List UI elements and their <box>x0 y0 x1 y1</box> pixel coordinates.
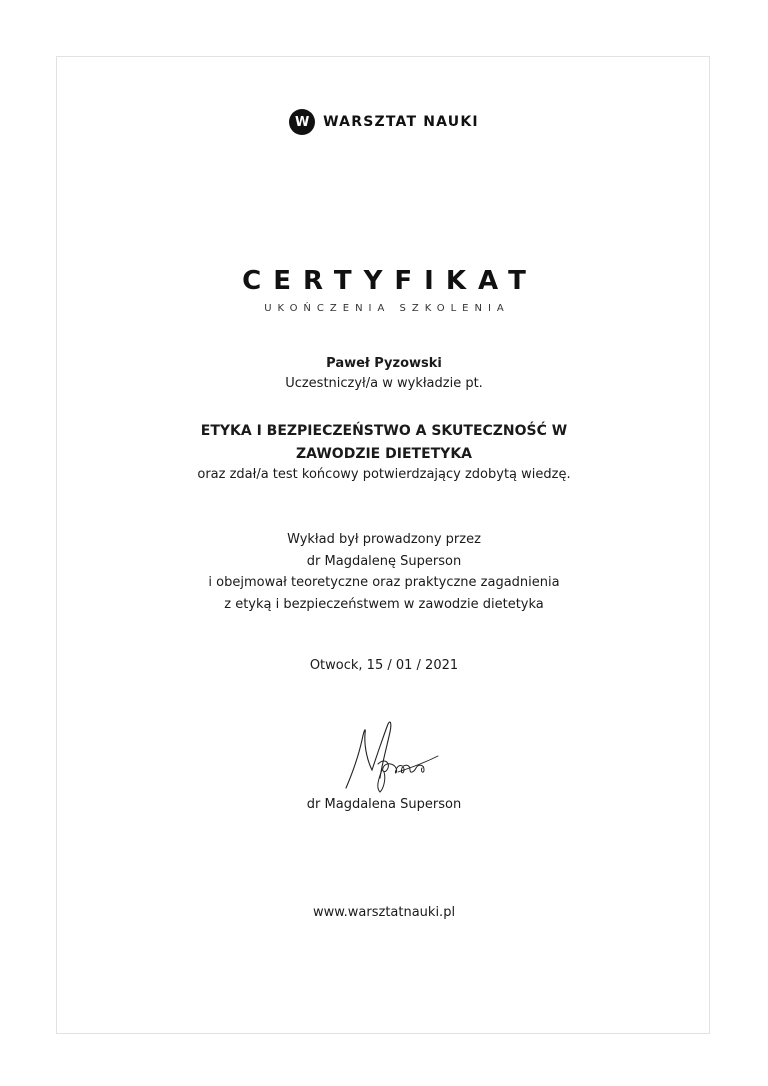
brand-logo <box>0 109 768 135</box>
lecture-line-2: dr Magdalenę Superson <box>306 553 462 569</box>
course-title-line-2: ZAWODZIE DIETETYKA <box>296 446 472 462</box>
certificate-subtitle: UKOŃCZENIA SZKOLENIA <box>264 303 510 314</box>
brand-name: WARSZTAT NAUKI <box>323 114 479 130</box>
participated-text: Uczestniczył/a w wykładzie pt. <box>285 376 483 391</box>
certificate-title: CERTYFIKAT <box>242 266 538 296</box>
handwritten-signature <box>338 718 442 794</box>
course-title-line-1: ETYKA I BEZPIECZEŃSTWO A SKUTECZNOŚĆ W <box>200 423 568 439</box>
lecture-line-4: z etyką i bezpieczeństwem w zawodzie dietetyka <box>224 596 544 612</box>
lecture-line-1: Wykład był prowadzony przez <box>287 532 481 547</box>
lecture-line-3: i obejmował teoretyczne oraz praktyczne zagadnienia <box>208 575 560 590</box>
logo-mark-icon: W <box>289 109 315 135</box>
participant-name: Paweł Pyzowski <box>326 356 442 371</box>
place-date: Otwock, 15 / 01 / 2021 <box>309 658 459 673</box>
website-link[interactable]: www.warsztatnauki.pl <box>312 905 456 920</box>
lecture-description <box>0 529 768 615</box>
course-title <box>0 420 768 466</box>
passed-text: oraz zdał/a test końcowy potwierdzający zdobytą wiedzę. <box>197 467 571 482</box>
signer-name: dr Magdalena Superson <box>306 797 462 812</box>
